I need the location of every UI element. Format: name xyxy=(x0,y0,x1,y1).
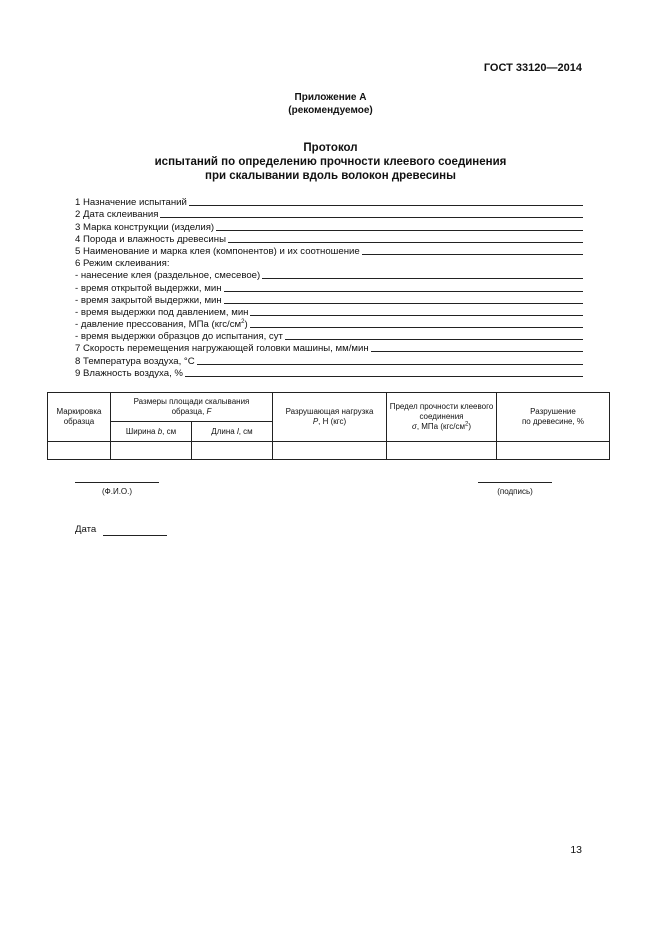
field-open-time xyxy=(75,281,583,293)
field-label: 7 Скорость перемещения нагружающей головки машины, мм/мин xyxy=(75,343,369,355)
table-cell[interactable] xyxy=(273,442,387,460)
field-label: - время открытой выдержки, мин xyxy=(75,282,222,294)
field-label: 4 Порода и влажность древесины xyxy=(75,233,226,245)
table-header-row xyxy=(48,393,610,422)
header-strength-limit xyxy=(387,393,497,442)
protocol-subtitle-line2: при скалывании вдоль волокон древесины xyxy=(205,170,456,182)
field-air-temperature xyxy=(75,354,583,366)
header-text: Разрушающая нагрузка xyxy=(285,407,374,416)
field-conditioning-time xyxy=(75,330,583,342)
field-glue-name xyxy=(75,245,583,257)
fill-line[interactable] xyxy=(228,242,583,243)
header-text: , Н (кгс) xyxy=(318,417,347,426)
field-label: 8 Температура воздуха, °С xyxy=(75,355,195,367)
variable: F xyxy=(206,407,212,416)
name-caption: (Ф.И.О.) xyxy=(101,487,133,496)
label-text-end: ) xyxy=(244,319,248,331)
signature-line[interactable] xyxy=(478,482,552,483)
appendix-subtitle: (рекомендуемое) xyxy=(288,105,373,116)
header-text: Разрушение xyxy=(530,407,576,416)
field-pressing-pressure xyxy=(75,318,583,330)
field-wood-species xyxy=(75,233,583,245)
variable: l xyxy=(236,426,239,436)
variable: b xyxy=(157,426,163,436)
page-number: 13 xyxy=(570,844,582,856)
header-text: образца, xyxy=(171,407,207,416)
label-text: - давление прессования, МПа (кгс/см xyxy=(75,319,242,331)
field-label: - нанесение клея (раздельное, смесевое) xyxy=(75,270,261,282)
field-glue-application xyxy=(75,269,583,281)
field-pressure-time xyxy=(75,306,583,318)
appendix-title: Приложение А xyxy=(294,92,367,103)
fill-line[interactable] xyxy=(362,254,583,255)
header-text: Длина xyxy=(211,426,237,436)
standard-number: ГОСТ 33120—2014 xyxy=(483,62,582,74)
header-text: , см xyxy=(238,426,253,436)
date-label: Дата xyxy=(75,524,97,535)
table-cell[interactable] xyxy=(497,442,610,460)
header-width xyxy=(111,422,192,442)
field-head-speed xyxy=(75,342,583,354)
name-signature-line[interactable] xyxy=(75,482,159,483)
header-shear-area xyxy=(111,393,273,422)
field-label: - время выдержки образцов до испытания, сут xyxy=(75,331,283,343)
header-text: , МПа (кгс/см xyxy=(416,422,465,431)
field-label: 6 Режим склеивания: xyxy=(75,258,170,270)
field-label: 1 Назначение испытаний xyxy=(75,197,187,209)
header-text: Ширина xyxy=(125,426,158,436)
fill-line[interactable] xyxy=(262,278,583,279)
fill-line[interactable] xyxy=(371,351,583,352)
field-label xyxy=(75,319,250,330)
protocol-fields xyxy=(75,196,583,379)
fill-line[interactable] xyxy=(160,217,583,218)
field-label: 2 Дата склеивания xyxy=(75,209,159,221)
signature-caption: (подпись) xyxy=(497,487,533,496)
field-label: - время закрытой выдержки, мин xyxy=(75,294,222,306)
protocol-title: Протокол xyxy=(303,142,358,154)
header-text: ) xyxy=(468,422,471,431)
header-wood-failure xyxy=(497,393,610,442)
field-label: 3 Марка конструкции (изделия) xyxy=(75,221,215,233)
protocol-subtitle-line1: испытаний по определению прочности клеевого соединения xyxy=(154,156,507,168)
fill-line[interactable] xyxy=(250,315,583,316)
table-cell[interactable] xyxy=(387,442,497,460)
header-marking: Маркировка образца xyxy=(48,393,111,442)
fill-line[interactable] xyxy=(185,376,583,377)
superscript: 2 xyxy=(241,318,245,325)
header-text: Размеры площади скалывания xyxy=(133,397,250,406)
field-air-humidity xyxy=(75,367,583,379)
table-cell[interactable] xyxy=(48,442,111,460)
header-breaking-load xyxy=(273,393,387,442)
table-row xyxy=(48,442,610,460)
field-gluing-mode xyxy=(75,257,583,269)
fill-line[interactable] xyxy=(224,303,583,304)
fill-line[interactable] xyxy=(216,230,583,231)
header-text: по древесине, % xyxy=(521,417,585,426)
field-label: - время выдержки под давлением, мин xyxy=(75,306,249,318)
fill-line[interactable] xyxy=(197,364,583,365)
field-label: 9 Влажность воздуха, % xyxy=(75,367,183,379)
header-text: , см xyxy=(162,426,177,436)
header-length xyxy=(192,422,273,442)
table-cell[interactable] xyxy=(111,442,192,460)
header-text: Предел прочности клеевого соединения xyxy=(389,402,494,421)
field-closed-time xyxy=(75,294,583,306)
variable: P xyxy=(312,417,319,426)
results-table xyxy=(47,392,610,460)
table-cell[interactable] xyxy=(192,442,273,460)
fill-line[interactable] xyxy=(250,327,583,328)
fill-line[interactable] xyxy=(189,205,583,206)
field-construction-brand xyxy=(75,220,583,232)
date-line[interactable] xyxy=(103,535,167,536)
field-label: 5 Наименование и марка клея (компонентов) и их соотношение xyxy=(75,245,360,257)
variable: σ xyxy=(411,422,417,431)
field-gluing-date xyxy=(75,208,583,220)
fill-line[interactable] xyxy=(285,339,583,340)
field-test-purpose xyxy=(75,196,583,208)
fill-line[interactable] xyxy=(224,291,584,292)
superscript: 2 xyxy=(464,421,469,428)
